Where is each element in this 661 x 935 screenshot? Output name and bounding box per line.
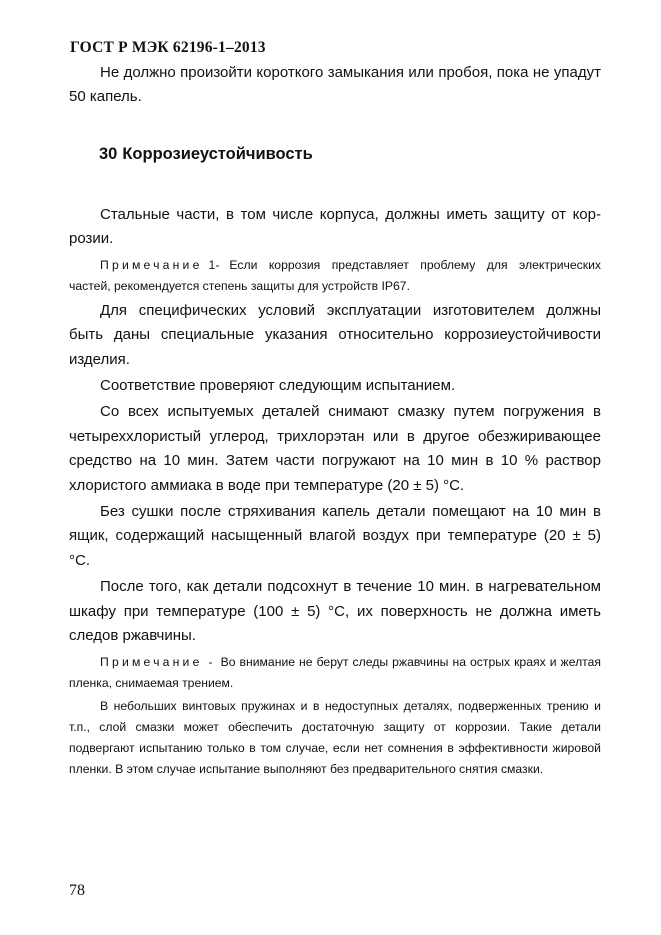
paragraph-dry: После того, как детали подсохнут в течение 10 мин. в нагревательном шкафу при температуре (100 ± 5) °С, их поверхность не должна иметь следов ржавчины. (69, 578, 601, 645)
note-label: Примечание (100, 654, 203, 669)
note-2 (69, 652, 601, 694)
note-text: Во внимание не берут следы ржавчины на острых краях и желтая пленка, снимаемая трением. (69, 654, 601, 690)
note-3: В небольших винтовых пружинах и в недоступных деталях, подверженных трению и т.п., слой смазки может обеспечить достаточную защиту от коррозии. Такие детали подвергают испытанию только в том случае, если нет сомнения в эффективности жировой пленки. В этом случае испытание выполняют без предварительного снятия смазки. (69, 698, 601, 776)
note-text: Если коррозия представляет проблему для электрических частей, рекомендуется степень защиты для устройств IP67. (69, 257, 601, 293)
note-dash: - (208, 654, 213, 669)
note-1 (69, 255, 601, 297)
section-title: Коррозиеустойчивость (122, 145, 313, 163)
section-body (69, 203, 601, 780)
paragraph-box: Без сушки после стряхивания капель детали помещают на 10 мин в ящик, содержащий насыщенный влагой воздух при температуре (20 ± 5) °С. (69, 503, 601, 569)
paragraph-degrease: Со всех испытуемых деталей снимают смазку путем погружения в четыреххлористый углерод, трихлорэтан или в другое обезжиривающее средство на 10 мин. Затем части погружают на 10 мин в 10 % раствор хлористого аммиака в воде при температуре (20 ± 5) °С. (69, 403, 601, 494)
paragraph-text: Не должно произойти короткого замыкания или пробоя, пока не упадут 50 капель. (69, 64, 601, 106)
paragraph-test: Соответствие проверяют следующим испытанием. (100, 377, 456, 395)
section-heading (99, 145, 313, 164)
paragraph-steel: Стальные части, в том числе корпуса, должны иметь защиту от коррозии. (69, 206, 601, 248)
note-number: 1- (208, 257, 220, 272)
page-number: 78 (69, 882, 85, 899)
note-label: Примечание (100, 257, 203, 272)
intro-paragraph (69, 61, 601, 110)
paragraph-specific: Для специфических условий эксплуатации изготовителем должны быть даны специальные указания относительно коррозиеустойчивости изделия. (69, 301, 601, 368)
section-number: 30 (99, 145, 118, 163)
standard-header: ГОСТ Р МЭК 62196-1–2013 (70, 39, 266, 56)
